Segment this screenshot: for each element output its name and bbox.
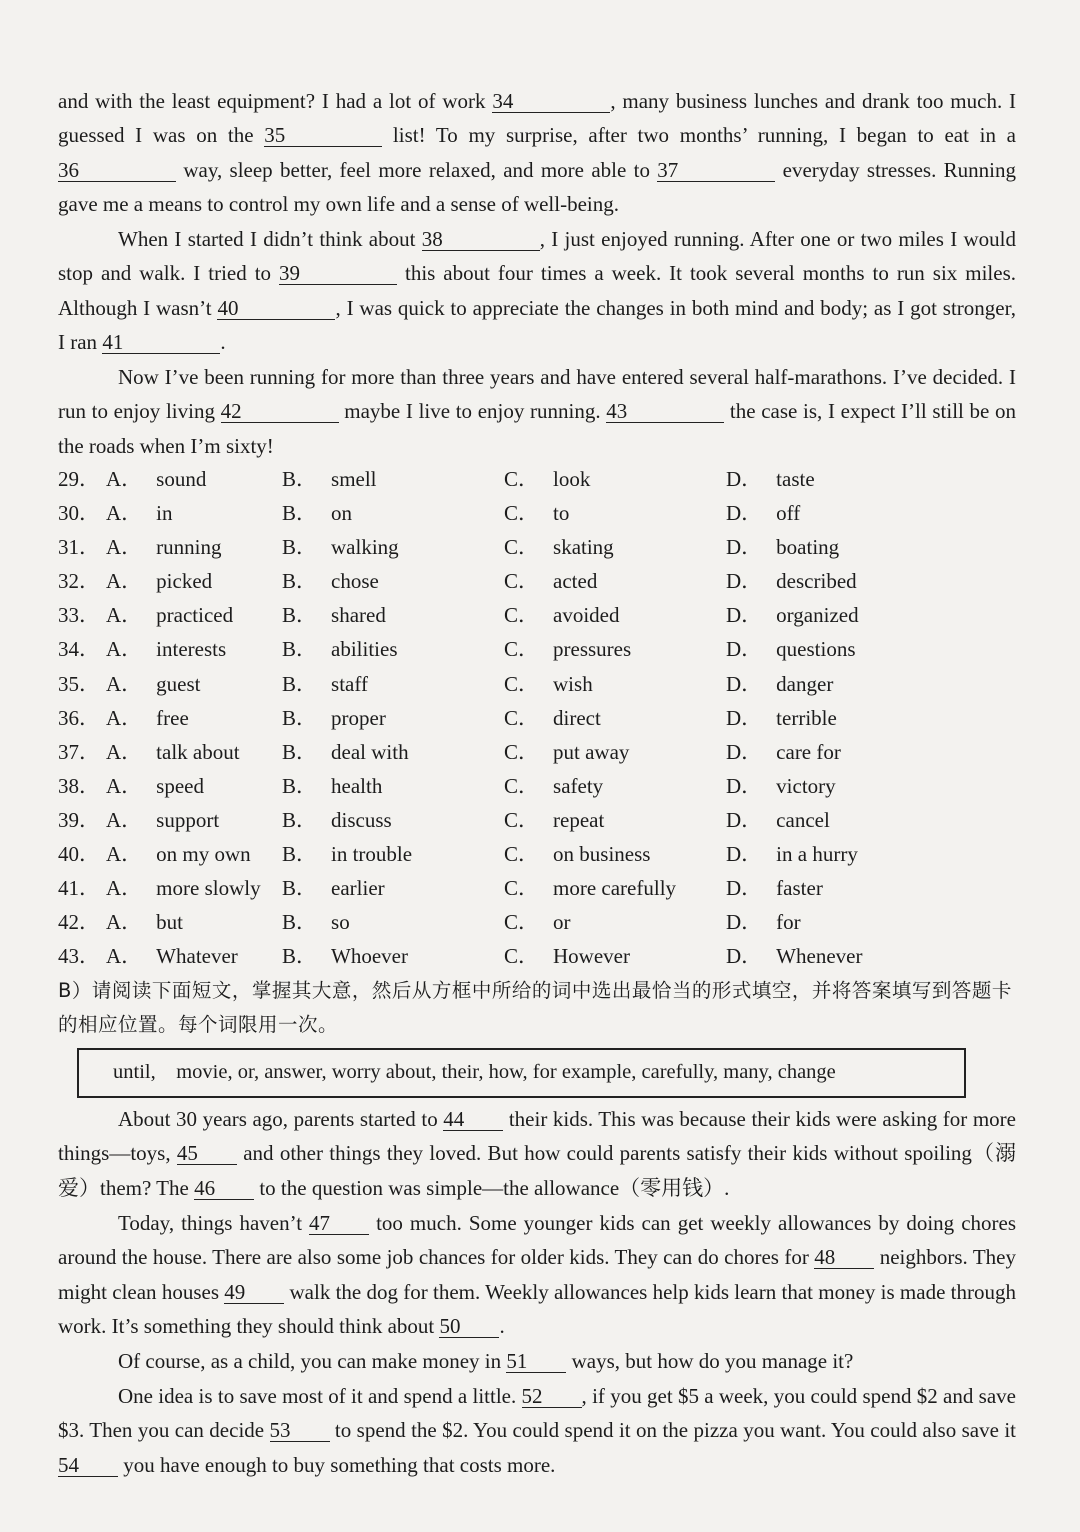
question-number: 30． (58, 501, 100, 526)
option-a[interactable] (106, 598, 233, 632)
text: maybe I live to enjoy running. (338, 399, 607, 424)
option-text: walking (331, 535, 399, 560)
option-text: shared (331, 603, 386, 628)
text: Now I’ve been running for more than three years and have entered several half-marathons. I’ve decided. I run to enjoy living (58, 365, 1016, 424)
passage-a-paragraph-2 (58, 222, 1016, 360)
option-letter: D． (726, 535, 763, 560)
option-letter: A． (106, 569, 143, 594)
question-number: 42． (58, 910, 100, 935)
question-number: 35． (58, 671, 100, 696)
text: to spend the $2. You could spend it on the pizza you want. You could also save it (329, 1418, 1016, 1443)
text: too much. Some younger kids can get weekly allowances by doing chores around the house. There are also some job chances for older kids. They can do chores for (58, 1211, 1016, 1270)
option-letter: C． (504, 603, 540, 628)
question-row (58, 496, 1018, 530)
option-a[interactable] (106, 939, 238, 973)
option-text: pressures (553, 637, 632, 662)
option-b[interactable] (282, 837, 412, 871)
option-text: skating (553, 535, 614, 560)
option-text: faster (776, 876, 823, 901)
question-number: 31． (58, 535, 100, 560)
option-letter: B． (282, 535, 318, 560)
option-letter: C． (504, 876, 540, 901)
question-number: 34． (58, 637, 100, 662)
option-text: free (156, 705, 189, 730)
option-text: However (553, 944, 630, 969)
blank-53[interactable]: 53 (270, 1419, 330, 1442)
option-text: or (553, 910, 571, 935)
option-text: interests (156, 637, 227, 662)
text: their kids. This was because their kids were asking for more things—toys, (58, 1107, 1016, 1166)
option-letter: A． (106, 739, 143, 764)
option-a[interactable] (106, 837, 251, 871)
option-d[interactable] (726, 701, 837, 735)
answer-options-list (58, 462, 1018, 973)
word-box-words: until, movie, or, answer, worry about, their, how, for example, carefully, many, change (113, 1061, 836, 1083)
text: walk the dog for them. Weekly allowances help kids learn that money is made through work. It’s something they should think about (58, 1279, 1016, 1339)
passage-b-paragraph-4 (58, 1379, 1016, 1482)
option-letter: B． (282, 603, 318, 628)
option-letter: A． (106, 773, 143, 798)
question-number: 32． (58, 569, 100, 594)
option-c[interactable] (504, 905, 571, 939)
option-letter: C． (504, 501, 540, 526)
option-d[interactable] (726, 598, 859, 632)
option-text: deal with (331, 739, 409, 764)
option-letter: B． (282, 467, 318, 491)
text: everyday stresses. Running gave me a means to control my own life and a sense of well-being. (58, 157, 1016, 217)
blank-50[interactable]: 50 (439, 1315, 499, 1338)
question-number: 37． (58, 739, 100, 764)
question-row (58, 803, 1018, 837)
option-letter: D． (726, 467, 763, 491)
option-text: Whatever (156, 944, 238, 969)
question-row (58, 837, 1018, 871)
option-text: sound (156, 467, 207, 491)
option-letter: D． (726, 637, 763, 662)
blank-43[interactable]: 43 (606, 400, 724, 423)
option-c[interactable] (504, 632, 631, 666)
option-letter: A． (106, 467, 143, 491)
option-text: in a hurry (776, 842, 858, 867)
question-row (58, 701, 1018, 735)
option-letter: D． (726, 910, 763, 935)
option-c[interactable] (504, 701, 601, 735)
option-d[interactable] (726, 803, 830, 837)
option-letter: C． (504, 705, 540, 730)
option-letter: A． (106, 501, 143, 526)
passage-a-paragraph-3 (58, 360, 1016, 463)
option-text: smell (331, 467, 377, 491)
option-a[interactable] (106, 769, 204, 803)
option-letter: C． (504, 671, 540, 696)
option-text: but (156, 910, 184, 935)
option-text: staff (331, 671, 368, 696)
option-text: more carefully (553, 876, 677, 901)
option-letter: D． (726, 773, 763, 798)
option-text: guest (156, 671, 201, 696)
option-d[interactable] (726, 837, 858, 871)
option-letter: A． (106, 910, 143, 935)
blank-54[interactable]: 54 (58, 1454, 118, 1477)
question-row (58, 462, 1018, 496)
option-letter: C． (504, 944, 540, 969)
option-a[interactable] (106, 564, 212, 598)
option-text: health (331, 773, 383, 798)
option-d[interactable] (726, 632, 856, 666)
option-c[interactable] (504, 871, 676, 905)
question-number: 29． (58, 467, 100, 491)
option-d[interactable] (726, 939, 862, 973)
option-text: on (331, 501, 353, 526)
option-c[interactable] (504, 803, 604, 837)
text: and other things they loved. But how could parents satisfy their kids without spoiling（溺爱）them? The (58, 1141, 1016, 1200)
blank-47[interactable]: 47 (309, 1212, 369, 1235)
question-number: 41． (58, 876, 100, 901)
option-text: support (156, 807, 220, 832)
option-b[interactable] (282, 530, 399, 564)
option-letter: C． (504, 467, 540, 491)
option-c[interactable] (504, 496, 569, 530)
option-text: in trouble (331, 842, 413, 867)
option-text: questions (776, 637, 856, 662)
text: When I started I didn’t think about (118, 227, 422, 251)
option-letter: A． (106, 637, 143, 662)
option-d[interactable] (726, 871, 823, 905)
option-text: organized (776, 603, 859, 628)
option-b[interactable] (282, 667, 368, 701)
question-row (58, 667, 1018, 701)
option-letter: D． (726, 944, 763, 969)
option-letter: D． (726, 569, 763, 594)
section-b-instruction: B）请阅读下面短文，掌握其大意，然后从方框中所给的词中选出最恰当的形式填空，并将答案填写到答题卡的相应位置。每个词限用一次。 (58, 979, 1012, 1036)
text: One idea is to save most of it and spend a little. (118, 1384, 522, 1408)
text: , I was quick to appreciate the changes in both mind and body; as I got stronger, I ran (58, 295, 1016, 355)
option-letter: B． (282, 637, 318, 662)
option-letter: B． (282, 944, 318, 969)
option-b[interactable] (282, 769, 382, 803)
blank-52[interactable]: 52 (522, 1385, 582, 1408)
option-b[interactable] (282, 632, 398, 666)
option-d[interactable] (726, 667, 833, 701)
text: list! To my surprise, after two months’ running, I began to eat in a (382, 123, 1016, 148)
blank-40[interactable]: 40 (217, 297, 335, 320)
text: About 30 years ago, parents started to (118, 1107, 444, 1131)
option-c[interactable] (504, 837, 650, 871)
option-text: picked (156, 569, 213, 594)
option-text: described (776, 569, 857, 594)
text: , I just enjoyed running. After one or two miles I would stop and walk. I tried to (58, 227, 1016, 286)
option-text: Whenever (776, 944, 863, 969)
option-b[interactable] (282, 564, 379, 598)
option-text: put away (553, 739, 630, 764)
text: the case is, I expect I’ll still be on the roads when I’m sixty! (58, 399, 1017, 458)
option-text: look (553, 467, 591, 491)
option-letter: A． (106, 671, 143, 696)
blank-48[interactable]: 48 (814, 1246, 874, 1269)
option-c[interactable] (504, 564, 597, 598)
option-text: taste (776, 467, 815, 491)
option-text: discuss (331, 807, 392, 832)
question-row (58, 735, 1018, 769)
question-row (58, 769, 1018, 803)
option-a[interactable] (106, 667, 201, 701)
option-letter: B． (282, 807, 318, 832)
option-text: care for (776, 739, 841, 764)
option-text: more slowly (156, 876, 261, 901)
option-letter: D． (726, 842, 763, 867)
option-a[interactable] (106, 701, 189, 735)
question-row (58, 905, 1018, 939)
blank-39[interactable]: 39 (279, 262, 397, 285)
option-b[interactable] (282, 598, 386, 632)
option-b[interactable] (282, 803, 392, 837)
question-row (58, 564, 1018, 598)
option-text: repeat (553, 807, 605, 832)
option-text: cancel (776, 807, 830, 832)
option-b[interactable] (282, 462, 377, 496)
text: , if you get $5 a week, you could spend $2 and save $3. Then you can decide (58, 1384, 1016, 1443)
blank-36[interactable]: 36 (58, 159, 176, 182)
option-letter: D． (726, 739, 763, 764)
question-row (58, 871, 1018, 905)
option-text: direct (553, 705, 601, 730)
option-b[interactable] (282, 905, 350, 939)
blank-42[interactable]: 42 (221, 400, 339, 423)
option-letter: A． (106, 876, 143, 901)
blank-44[interactable]: 44 (443, 1108, 503, 1131)
question-row (58, 598, 1018, 632)
text: neighbors. They might clean houses (58, 1245, 1016, 1304)
passage-b-paragraph-3 (58, 1344, 1016, 1378)
option-text: to (553, 501, 570, 526)
blank-51[interactable]: 51 (506, 1350, 566, 1373)
option-d[interactable] (726, 735, 841, 769)
option-a[interactable] (106, 462, 206, 496)
option-text: Whoever (331, 944, 408, 969)
option-letter: A． (106, 603, 143, 628)
option-b[interactable] (282, 871, 385, 905)
option-a[interactable] (106, 632, 226, 666)
option-b[interactable] (282, 735, 409, 769)
option-text: so (331, 910, 350, 935)
option-letter: C． (504, 842, 540, 867)
option-text: proper (331, 705, 386, 730)
blank-41[interactable]: 41 (102, 331, 220, 354)
option-letter: B． (282, 671, 318, 696)
option-text: talk about (156, 739, 240, 764)
option-c[interactable] (504, 667, 593, 701)
text: and with the least equipment? I had a lot of work (58, 89, 493, 113)
option-d[interactable] (726, 530, 839, 564)
option-c[interactable] (504, 530, 614, 564)
option-d[interactable] (726, 769, 836, 803)
passage-b-paragraph-1 (58, 1102, 1016, 1205)
option-text: on my own (156, 842, 251, 867)
option-letter: B． (282, 773, 318, 798)
text: . (499, 1314, 505, 1339)
option-text: terrible (776, 705, 837, 730)
option-letter: A． (106, 807, 143, 832)
text: you have enough to buy something that costs more. (118, 1452, 556, 1477)
text: way, sleep better, feel more relaxed, and more able to (176, 157, 658, 182)
option-letter: D． (726, 876, 763, 901)
blank-35[interactable]: 35 (264, 124, 382, 147)
blank-46[interactable]: 46 (194, 1177, 254, 1200)
option-text: for (776, 910, 801, 935)
option-b[interactable] (282, 701, 386, 735)
option-text: safety (553, 773, 604, 798)
option-text: on business (553, 842, 651, 867)
option-text: speed (156, 773, 204, 798)
option-text: in (156, 501, 173, 526)
option-letter: A． (106, 535, 143, 560)
option-c[interactable] (504, 462, 590, 496)
option-letter: A． (106, 944, 143, 969)
question-row (58, 632, 1018, 666)
option-text: chose (331, 569, 379, 594)
option-a[interactable] (106, 803, 219, 837)
option-text: victory (776, 773, 836, 798)
option-letter: D． (726, 705, 763, 730)
option-letter: B． (282, 910, 318, 935)
option-letter: D． (726, 501, 763, 526)
option-d[interactable] (726, 496, 800, 530)
option-letter: C． (504, 569, 540, 594)
option-letter: C． (504, 637, 540, 662)
option-text: avoided (553, 603, 620, 628)
option-c[interactable] (504, 598, 620, 632)
question-number: 36． (58, 705, 100, 730)
question-row (58, 530, 1018, 564)
option-text: danger (776, 671, 834, 696)
option-text: wish (553, 671, 593, 696)
text: ways, but how do you manage it? (566, 1349, 854, 1373)
passage-a-paragraph-1 (58, 84, 1016, 222)
option-text: acted (553, 569, 598, 594)
blank-34[interactable]: 34 (492, 90, 610, 113)
option-letter: D． (726, 807, 763, 832)
option-text: boating (776, 535, 840, 560)
option-letter: A． (106, 842, 143, 867)
option-c[interactable] (504, 939, 630, 973)
option-letter: D． (726, 671, 763, 696)
option-text: running (156, 535, 222, 560)
option-d[interactable] (726, 564, 857, 598)
option-b[interactable] (282, 496, 352, 530)
question-number: 43． (58, 944, 100, 969)
text: . (220, 330, 226, 355)
option-a[interactable] (106, 496, 173, 530)
blank-49[interactable]: 49 (224, 1281, 284, 1304)
option-letter: A． (106, 705, 143, 730)
question-row (58, 939, 1018, 973)
option-letter: C． (504, 739, 540, 764)
option-a[interactable] (106, 905, 183, 939)
option-letter: B． (282, 842, 318, 867)
option-c[interactable] (504, 769, 603, 803)
option-letter: B． (282, 739, 318, 764)
option-letter: B． (282, 501, 318, 526)
passage-b-paragraph-2 (58, 1206, 1016, 1344)
option-d[interactable] (726, 905, 801, 939)
option-text: earlier (331, 876, 385, 901)
blank-38[interactable]: 38 (422, 228, 540, 251)
word-box (77, 1048, 966, 1098)
option-b[interactable] (282, 939, 408, 973)
text: Today, things haven’t (118, 1211, 310, 1235)
text: this about four times a week. It took several months to run six miles. Although I wasn’t (58, 261, 1016, 320)
option-text: off (776, 501, 801, 526)
question-number: 33． (58, 603, 100, 628)
option-letter: C． (504, 910, 540, 935)
question-number: 40． (58, 842, 100, 867)
option-text: practiced (156, 603, 234, 628)
text: Of course, as a child, you can make money in (118, 1349, 507, 1373)
option-a[interactable] (106, 871, 261, 905)
option-d[interactable] (726, 462, 815, 496)
option-letter: B． (282, 705, 318, 730)
question-number: 39． (58, 807, 100, 832)
blank-37[interactable]: 37 (657, 159, 775, 182)
option-letter: B． (282, 876, 318, 901)
option-a[interactable] (106, 735, 240, 769)
option-letter: C． (504, 773, 540, 798)
option-a[interactable] (106, 530, 222, 564)
blank-45[interactable]: 45 (177, 1142, 237, 1165)
option-letter: C． (504, 535, 540, 560)
option-letter: B． (282, 569, 318, 594)
option-c[interactable] (504, 735, 629, 769)
question-number: 38． (58, 773, 100, 798)
text: , many business lunches and drank too much. I guessed I was on the (58, 89, 1017, 148)
text: to the question was simple—the allowance（零用钱）. (254, 1175, 730, 1200)
option-text: abilities (331, 637, 398, 662)
option-letter: D． (726, 603, 763, 628)
option-letter: C． (504, 807, 540, 832)
